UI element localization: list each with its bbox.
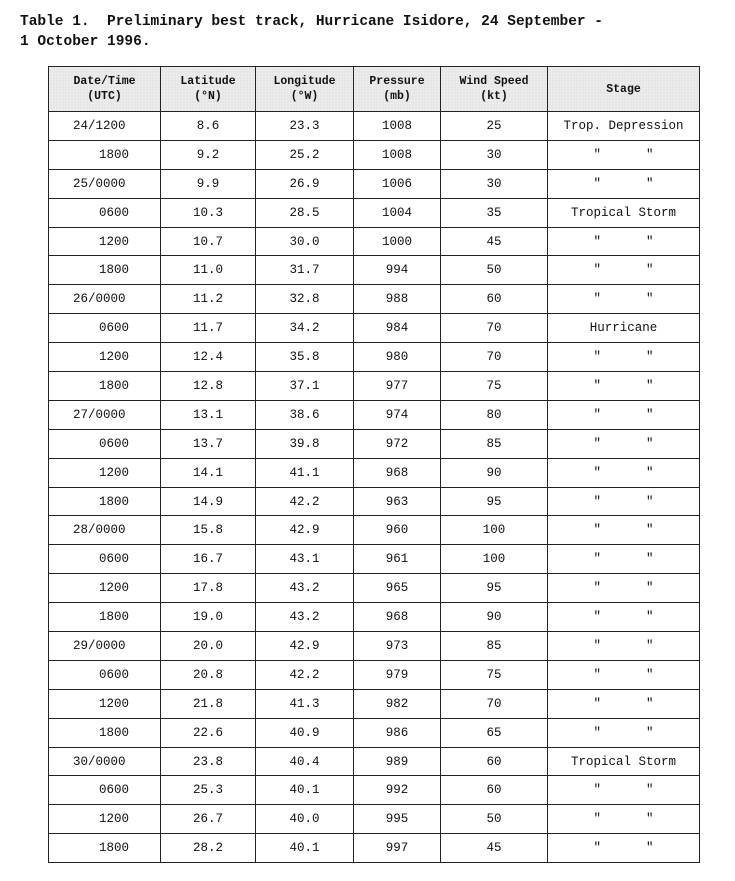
header-unit: (°W) [290, 90, 319, 103]
wind-speed-cell: 70 [441, 689, 548, 718]
stage-cell: Tropical Storm [548, 198, 700, 227]
longitude-cell: 39.8 [256, 429, 354, 458]
latitude-cell: 9.9 [161, 169, 256, 198]
latitude-cell: 11.7 [161, 314, 256, 343]
header-line: Latitude [180, 75, 236, 88]
pressure-cell: 1008 [354, 112, 441, 141]
longitude-cell: 43.2 [256, 574, 354, 603]
header-unit: (mb) [383, 90, 411, 103]
pressure-cell: 977 [354, 372, 441, 401]
datetime-cell: 28/0000 [49, 516, 161, 545]
latitude-cell: 12.8 [161, 372, 256, 401]
table-caption: Table 1. Preliminary best track, Hurricane Isidore, 24 September - 1 October 1996. [20, 14, 603, 50]
stage-cell: " " [548, 169, 700, 198]
latitude-cell: 14.9 [161, 487, 256, 516]
wind-speed-cell: 95 [441, 487, 548, 516]
pressure-cell: 963 [354, 487, 441, 516]
pressure-cell: 974 [354, 400, 441, 429]
table-row [49, 776, 700, 805]
pressure-cell: 982 [354, 689, 441, 718]
pressure-cell: 961 [354, 545, 441, 574]
stage-cell: " " [548, 372, 700, 401]
header-line: Wind Speed [459, 75, 529, 88]
wind-speed-cell: 90 [441, 603, 548, 632]
stage-cell: " " [548, 718, 700, 747]
header-unit: (UTC) [87, 90, 122, 103]
latitude-cell: 12.4 [161, 343, 256, 372]
pressure-cell: 994 [354, 256, 441, 285]
datetime-cell: 1200 [49, 574, 161, 603]
wind-speed-cell: 25 [441, 112, 548, 141]
datetime-cell: 0600 [49, 545, 161, 574]
pressure-cell: 995 [354, 805, 441, 834]
longitude-cell: 41.3 [256, 689, 354, 718]
latitude-cell: 16.7 [161, 545, 256, 574]
datetime-cell: 0600 [49, 314, 161, 343]
header-line: Pressure [369, 75, 425, 88]
table-row [49, 458, 700, 487]
table-row [49, 372, 700, 401]
wind-speed-cell: 50 [441, 256, 548, 285]
table-row [49, 285, 700, 314]
latitude-cell: 20.0 [161, 632, 256, 661]
stage-cell: " " [548, 834, 700, 863]
longitude-cell: 40.4 [256, 747, 354, 776]
datetime-cell: 24/1200 [49, 112, 161, 141]
pressure-cell: 992 [354, 776, 441, 805]
wind-speed-cell: 45 [441, 227, 548, 256]
stage-cell: Hurricane [548, 314, 700, 343]
datetime-cell: 1200 [49, 227, 161, 256]
table-row [49, 343, 700, 372]
longitude-cell: 28.5 [256, 198, 354, 227]
pressure-cell: 1000 [354, 227, 441, 256]
latitude-cell: 14.1 [161, 458, 256, 487]
latitude-cell: 11.0 [161, 256, 256, 285]
latitude-cell: 11.2 [161, 285, 256, 314]
stage-cell: " " [548, 516, 700, 545]
pressure-cell: 968 [354, 603, 441, 632]
longitude-cell: 25.2 [256, 140, 354, 169]
longitude-cell: 40.1 [256, 776, 354, 805]
datetime-cell: 0600 [49, 198, 161, 227]
pressure-cell: 960 [354, 516, 441, 545]
datetime-cell: 1800 [49, 718, 161, 747]
wind-speed-cell: 35 [441, 198, 548, 227]
table-row [49, 198, 700, 227]
longitude-cell: 43.2 [256, 603, 354, 632]
datetime-cell: 1200 [49, 458, 161, 487]
datetime-cell: 29/0000 [49, 632, 161, 661]
datetime-cell: 1800 [49, 834, 161, 863]
datetime-cell: 1800 [49, 603, 161, 632]
longitude-cell: 30.0 [256, 227, 354, 256]
datetime-cell: 1800 [49, 372, 161, 401]
pressure-cell: 989 [354, 747, 441, 776]
latitude-cell: 19.0 [161, 603, 256, 632]
table-row [49, 400, 700, 429]
table-row [49, 112, 700, 141]
datetime-cell: 30/0000 [49, 747, 161, 776]
best-track-table [48, 66, 700, 863]
stage-cell: " " [548, 429, 700, 458]
column-header-wind-speed [441, 67, 548, 112]
datetime-cell: 1800 [49, 487, 161, 516]
pressure-cell: 1004 [354, 198, 441, 227]
table-row [49, 747, 700, 776]
header-line: Date/Time [73, 75, 136, 88]
table-row [49, 632, 700, 661]
stage-cell: Trop. Depression [548, 112, 700, 141]
datetime-cell: 1800 [49, 256, 161, 285]
pressure-cell: 984 [354, 314, 441, 343]
wind-speed-cell: 60 [441, 285, 548, 314]
header-unit: (kt) [480, 90, 508, 103]
column-header-pressure [354, 67, 441, 112]
column-header-latitude [161, 67, 256, 112]
stage-cell: " " [548, 689, 700, 718]
pressure-cell: 1008 [354, 140, 441, 169]
longitude-cell: 38.6 [256, 400, 354, 429]
table-row [49, 718, 700, 747]
latitude-cell: 21.8 [161, 689, 256, 718]
wind-speed-cell: 30 [441, 140, 548, 169]
wind-speed-cell: 85 [441, 429, 548, 458]
header-row [49, 67, 700, 112]
pressure-cell: 979 [354, 660, 441, 689]
longitude-cell: 42.2 [256, 660, 354, 689]
stage-cell: " " [548, 603, 700, 632]
wind-speed-cell: 100 [441, 545, 548, 574]
stage-cell: " " [548, 574, 700, 603]
table-row [49, 834, 700, 863]
table-row [49, 314, 700, 343]
stage-cell: " " [548, 458, 700, 487]
wind-speed-cell: 50 [441, 805, 548, 834]
stage-cell: " " [548, 632, 700, 661]
pressure-cell: 973 [354, 632, 441, 661]
datetime-cell: 0600 [49, 429, 161, 458]
latitude-cell: 13.7 [161, 429, 256, 458]
stage-cell: " " [548, 285, 700, 314]
longitude-cell: 43.1 [256, 545, 354, 574]
stage-cell: " " [548, 343, 700, 372]
latitude-cell: 15.8 [161, 516, 256, 545]
wind-speed-cell: 70 [441, 314, 548, 343]
wind-speed-cell: 100 [441, 516, 548, 545]
latitude-cell: 10.3 [161, 198, 256, 227]
longitude-cell: 42.9 [256, 632, 354, 661]
wind-speed-cell: 85 [441, 632, 548, 661]
stage-cell: " " [548, 256, 700, 285]
table-row [49, 689, 700, 718]
pressure-cell: 1006 [354, 169, 441, 198]
pressure-cell: 968 [354, 458, 441, 487]
longitude-cell: 34.2 [256, 314, 354, 343]
latitude-cell: 8.6 [161, 112, 256, 141]
header-unit: (°N) [194, 90, 222, 103]
table-row [49, 169, 700, 198]
longitude-cell: 26.9 [256, 169, 354, 198]
datetime-cell: 27/0000 [49, 400, 161, 429]
wind-speed-cell: 70 [441, 343, 548, 372]
latitude-cell: 28.2 [161, 834, 256, 863]
wind-speed-cell: 65 [441, 718, 548, 747]
latitude-cell: 26.7 [161, 805, 256, 834]
wind-speed-cell: 60 [441, 776, 548, 805]
wind-speed-cell: 75 [441, 372, 548, 401]
table-row [49, 429, 700, 458]
table-row [49, 574, 700, 603]
latitude-cell: 9.2 [161, 140, 256, 169]
stage-cell: " " [548, 776, 700, 805]
longitude-cell: 42.2 [256, 487, 354, 516]
latitude-cell: 17.8 [161, 574, 256, 603]
datetime-cell: 1200 [49, 343, 161, 372]
longitude-cell: 40.1 [256, 834, 354, 863]
table-row [49, 545, 700, 574]
column-header-datetime [49, 67, 161, 112]
longitude-cell: 35.8 [256, 343, 354, 372]
column-header-stage [548, 67, 700, 112]
stage-cell: " " [548, 487, 700, 516]
pressure-cell: 965 [354, 574, 441, 603]
pressure-cell: 988 [354, 285, 441, 314]
table-row [49, 487, 700, 516]
datetime-cell: 26/0000 [49, 285, 161, 314]
stage-cell: " " [548, 227, 700, 256]
wind-speed-cell: 80 [441, 400, 548, 429]
longitude-cell: 40.9 [256, 718, 354, 747]
stage-cell: " " [548, 660, 700, 689]
longitude-cell: 40.0 [256, 805, 354, 834]
longitude-cell: 42.9 [256, 516, 354, 545]
stage-cell: " " [548, 545, 700, 574]
table-row [49, 805, 700, 834]
datetime-cell: 1200 [49, 689, 161, 718]
pressure-cell: 997 [354, 834, 441, 863]
latitude-cell: 25.3 [161, 776, 256, 805]
table-row [49, 227, 700, 256]
pressure-cell: 972 [354, 429, 441, 458]
wind-speed-cell: 30 [441, 169, 548, 198]
longitude-cell: 23.3 [256, 112, 354, 141]
table-row [49, 256, 700, 285]
pressure-cell: 986 [354, 718, 441, 747]
wind-speed-cell: 75 [441, 660, 548, 689]
latitude-cell: 10.7 [161, 227, 256, 256]
datetime-cell: 1200 [49, 805, 161, 834]
stage-cell: " " [548, 400, 700, 429]
table-row [49, 140, 700, 169]
longitude-cell: 41.1 [256, 458, 354, 487]
stage-cell: " " [548, 805, 700, 834]
stage-cell: " " [548, 140, 700, 169]
datetime-cell: 25/0000 [49, 169, 161, 198]
latitude-cell: 22.6 [161, 718, 256, 747]
latitude-cell: 23.8 [161, 747, 256, 776]
wind-speed-cell: 45 [441, 834, 548, 863]
pressure-cell: 980 [354, 343, 441, 372]
table-row [49, 603, 700, 632]
header-line: Stage [606, 82, 641, 96]
wind-speed-cell: 60 [441, 747, 548, 776]
datetime-cell: 0600 [49, 660, 161, 689]
table-body [49, 112, 700, 863]
header-line: Longitude [273, 75, 336, 88]
longitude-cell: 37.1 [256, 372, 354, 401]
datetime-cell: 0600 [49, 776, 161, 805]
table-row [49, 516, 700, 545]
longitude-cell: 31.7 [256, 256, 354, 285]
longitude-cell: 32.8 [256, 285, 354, 314]
table-row [49, 660, 700, 689]
table-header [49, 67, 700, 112]
wind-speed-cell: 90 [441, 458, 548, 487]
latitude-cell: 20.8 [161, 660, 256, 689]
wind-speed-cell: 95 [441, 574, 548, 603]
datetime-cell: 1800 [49, 140, 161, 169]
stage-cell: Tropical Storm [548, 747, 700, 776]
column-header-longitude [256, 67, 354, 112]
latitude-cell: 13.1 [161, 400, 256, 429]
